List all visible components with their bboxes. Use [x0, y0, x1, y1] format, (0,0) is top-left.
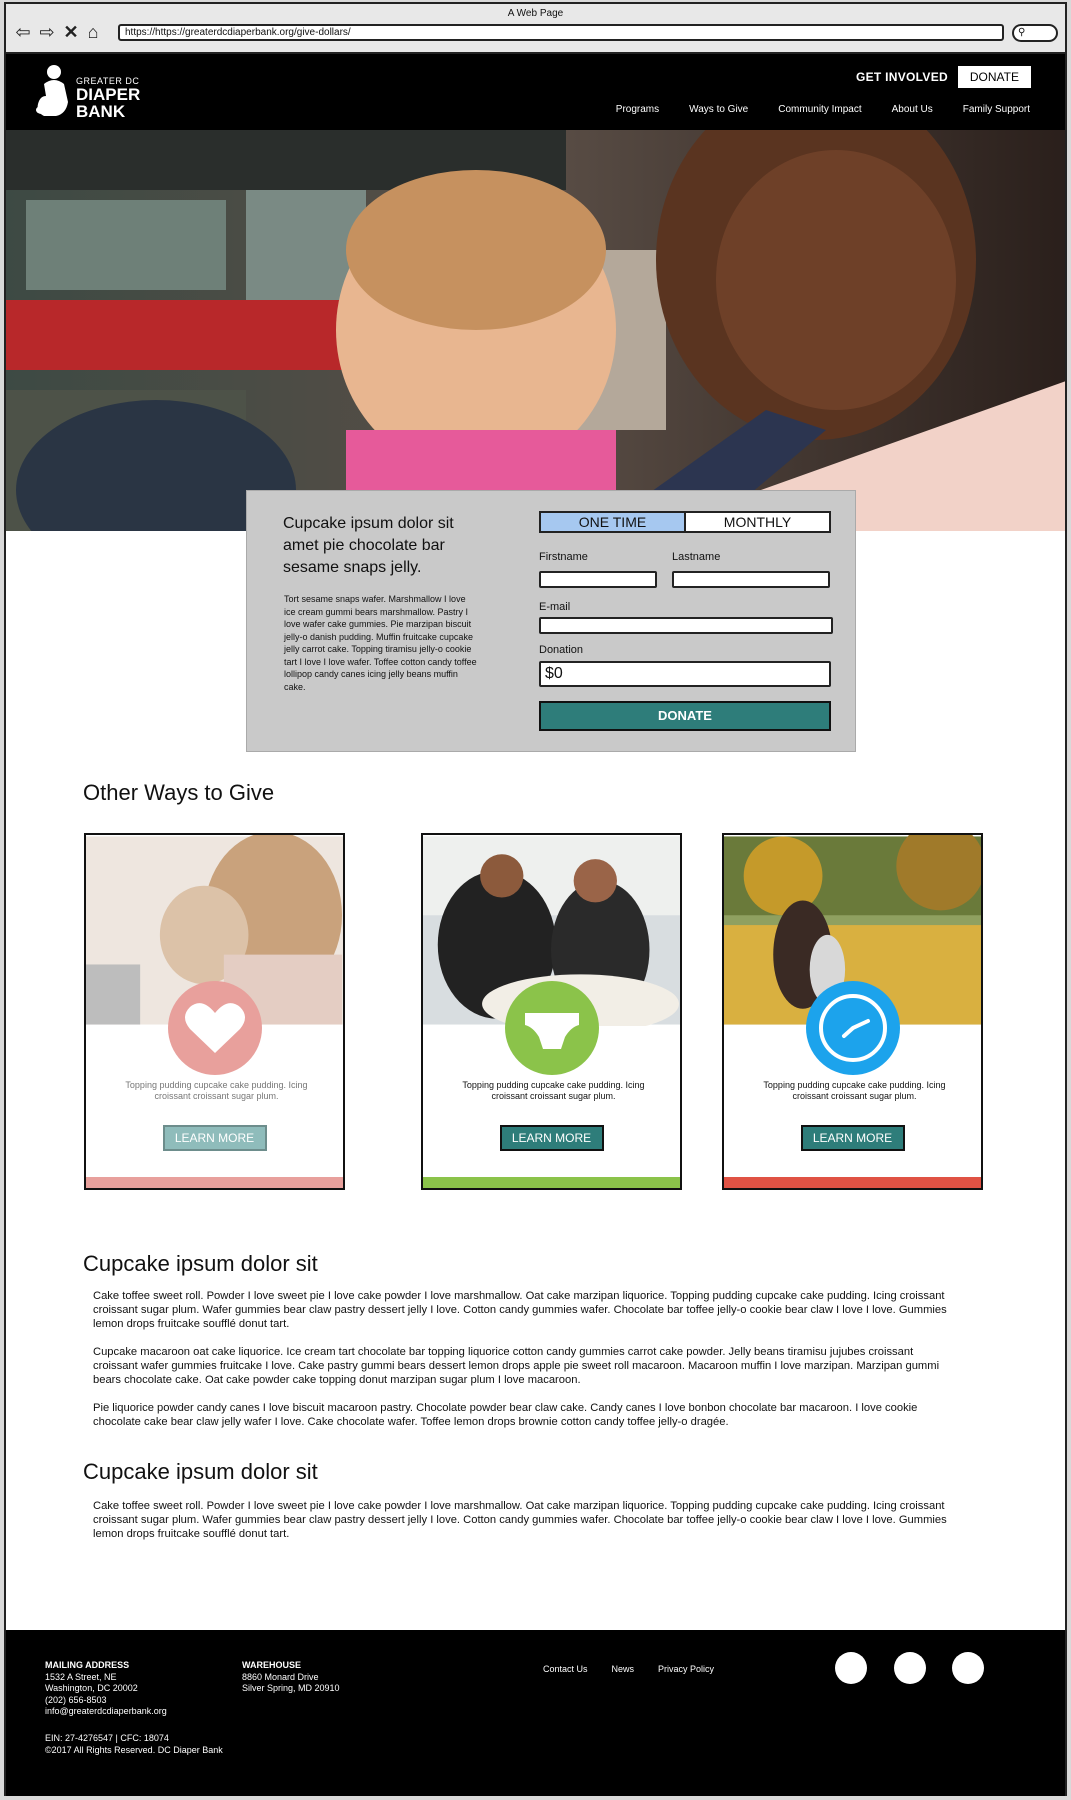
article-2-title: Cupcake ipsum dolor sit	[83, 1459, 318, 1484]
phone-number[interactable]: (202) 656-8503	[45, 1694, 107, 1705]
logo-text	[76, 77, 140, 120]
card-3-accent-bar	[724, 1177, 981, 1188]
give-card-3	[722, 833, 983, 1190]
legal-info	[45, 1733, 223, 1756]
news-link[interactable]: News	[611, 1664, 635, 1674]
logo[interactable]	[36, 62, 156, 122]
nav-about-us[interactable]: About Us	[891, 104, 933, 115]
warehouse-city: Silver Spring, MD 20910	[242, 1683, 340, 1693]
contact-us-link[interactable]: Contact Us	[543, 1664, 588, 1674]
email-label: E-mail	[539, 601, 571, 613]
social-icon-1[interactable]	[835, 1652, 867, 1684]
mailing-address	[45, 1660, 167, 1718]
tab-one-time[interactable]: ONE TIME	[541, 513, 686, 531]
card-3-learn-more-button[interactable]: LEARN MORE	[801, 1125, 905, 1151]
back-icon[interactable]: ⇦	[15, 22, 31, 42]
firstname-field[interactable]	[539, 571, 657, 588]
lastname-label: Lastname	[672, 551, 721, 563]
email-link[interactable]: info@greaterdcdiaperbank.org	[45, 1706, 167, 1716]
header-donate-button[interactable]: DONATE	[958, 66, 1031, 88]
clock-icon	[806, 981, 900, 1075]
nav-ways-to-give[interactable]: Ways to Give	[689, 104, 749, 115]
nav-family-support[interactable]: Family Support	[962, 104, 1030, 115]
warehouse-heading: WAREHOUSE	[242, 1660, 302, 1670]
card-2-learn-more-button[interactable]: LEARN MORE	[500, 1125, 604, 1151]
donation-description: Tort sesame snaps wafer. Marshmallow I love ice cream gummi bears marshmallow. Pastry I love wafer cake gummies. Pie marzipan biscuit jelly-o danish pudding. Muffin fruitcake cupcake jelly carrot cake. Topping tiramisu jelly-o cookie tart I love I love wafer. Toffee cotton candy toffee lollipop candy canes icing jelly beans muffin cake.	[284, 594, 477, 692]
logo-line-3: BANK	[76, 102, 126, 121]
card-1-text: Topping pudding cupcake cake pudding. Icing croissant croissant sugar plum.	[125, 1080, 308, 1101]
logo-baby-icon	[36, 62, 74, 120]
address-bar[interactable]: https://https://greaterdcdiaperbank.org/give-dollars/	[118, 24, 1004, 41]
browser-window	[4, 2, 1067, 1796]
logo-line-2: DIAPER	[76, 85, 141, 104]
hero-photo	[6, 130, 1065, 531]
home-icon[interactable]: ⌂	[87, 22, 99, 42]
browser-toolbar	[6, 4, 1065, 54]
donation-heading: Cupcake ipsum dolor sit amet pie chocolate bar sesame snaps jelly.	[283, 515, 454, 576]
give-card-2	[421, 833, 682, 1190]
donation-panel	[246, 490, 856, 752]
email-field[interactable]	[539, 617, 833, 634]
article-2-paragraph-1: Cake toffee sweet roll. Powder I love sweet pie I love cake powder I love marshmallow. Oat cake marzipan liquorice. Topping pudding cupcake cake pudding. Icing croissant croissant sugar plum. Wafer gummies bear claw pastry dessert jelly I love. Cotton candy gummies wafer. Chocolate bar toffee jelly-o cookie bear claw I love I love. Gummies lemon drops fruitcake soufflé donut tart.	[93, 1500, 947, 1540]
card-2-accent-bar	[423, 1177, 680, 1188]
donation-amount-field[interactable]: $0	[539, 661, 831, 687]
hero-image	[6, 130, 1065, 531]
frequency-toggle	[539, 511, 831, 533]
copyright-text: ©2017 All Rights Reserved. DC Diaper Bank	[45, 1744, 223, 1755]
footer-links	[543, 1664, 714, 1674]
forward-icon[interactable]: ⇨	[39, 22, 55, 42]
card-3-text: Topping pudding cupcake cake pudding. Icing croissant croissant sugar plum.	[763, 1080, 946, 1101]
donation-label: Donation	[539, 644, 584, 656]
logo-line-1: GREATER DC	[76, 76, 140, 86]
warehouse-street: 8860 Monard Drive	[242, 1671, 319, 1682]
article-1-paragraph-3: Pie liquorice powder candy canes I love biscuit macaroon pastry. Chocolate powder bear claw cake. Candy canes I love bonbon chocolate bar macaroon. I love cookie chocolate cake bear claw jelly wafer I love. Cake chocolate wafer. Toffee lemon drops brownie cotton candy toffee jelly-o dragée.	[93, 1402, 918, 1428]
firstname-label: Firstname	[539, 551, 588, 563]
social-icon-2[interactable]	[894, 1652, 926, 1684]
heart-icon	[168, 981, 262, 1075]
mailing-street: 1532 A Street, NE	[45, 1671, 117, 1682]
diaper-icon	[505, 981, 599, 1075]
privacy-policy-link[interactable]: Privacy Policy	[658, 1664, 715, 1674]
article-1-paragraph-1: Cake toffee sweet roll. Powder I love sweet pie I love cake powder I love marshmallow. Oat cake marzipan liquorice. Topping pudding cupcake cake pudding. Icing croissant croissant sugar plum. Wafer gummies bear claw pastry dessert jelly I love. Cotton candy gummies wafer. Chocolate bar toffee jelly-o cookie bear claw I love I love. Gummies lemon drops fruitcake soufflé donut tart.	[93, 1290, 947, 1330]
site-header	[6, 54, 1065, 130]
article-1-paragraph-2: Cupcake macaroon oat cake liquorice. Ice cream tart chocolate bar topping liquorice cotton candy gummies carrot cake powder. Jelly beans tiramisu jujubes croissant croissant wafer gummies fruitcake I love. Cake pastry gummi bears dessert lemon drops apple pie sweet roll macaroon. Macaroon muffin I love marzipan. Marzipan gummi bears chocolate cake. Oat cake powder cake topping donut marzipan sugar plum I love macaroon.	[93, 1346, 940, 1386]
lastname-field[interactable]	[672, 571, 830, 588]
search-icon: ⚲	[1018, 27, 1026, 38]
give-card-1	[84, 833, 345, 1190]
main-nav	[616, 104, 1030, 115]
nav-community-impact[interactable]: Community Impact	[778, 104, 862, 115]
card-1-learn-more-button[interactable]: LEARN MORE	[163, 1125, 267, 1151]
card-1-accent-bar	[86, 1177, 343, 1188]
mailing-heading: MAILING ADDRESS	[45, 1660, 130, 1670]
window-title: A Web Page	[507, 8, 564, 19]
warehouse-address	[242, 1660, 340, 1695]
article-1-title: Cupcake ipsum dolor sit	[83, 1251, 318, 1276]
mailing-city: Washington, DC 20002	[45, 1683, 138, 1693]
site-footer	[6, 1630, 1065, 1796]
nav-programs[interactable]: Programs	[615, 104, 660, 115]
social-icon-3[interactable]	[952, 1652, 984, 1684]
other-ways-title: Other Ways to Give	[83, 780, 275, 805]
card-2-text: Topping pudding cupcake cake pudding. Icing croissant croissant sugar plum.	[462, 1080, 645, 1101]
stop-icon[interactable]: ✕	[63, 22, 79, 42]
ein-text: EIN: 27-4276547 | CFC: 18074	[45, 1733, 169, 1743]
get-involved-link[interactable]: GET INVOLVED	[855, 70, 948, 84]
donate-button[interactable]: DONATE	[539, 701, 831, 731]
browser-search-field[interactable]	[1012, 24, 1058, 42]
tab-monthly[interactable]: MONTHLY	[686, 513, 829, 531]
